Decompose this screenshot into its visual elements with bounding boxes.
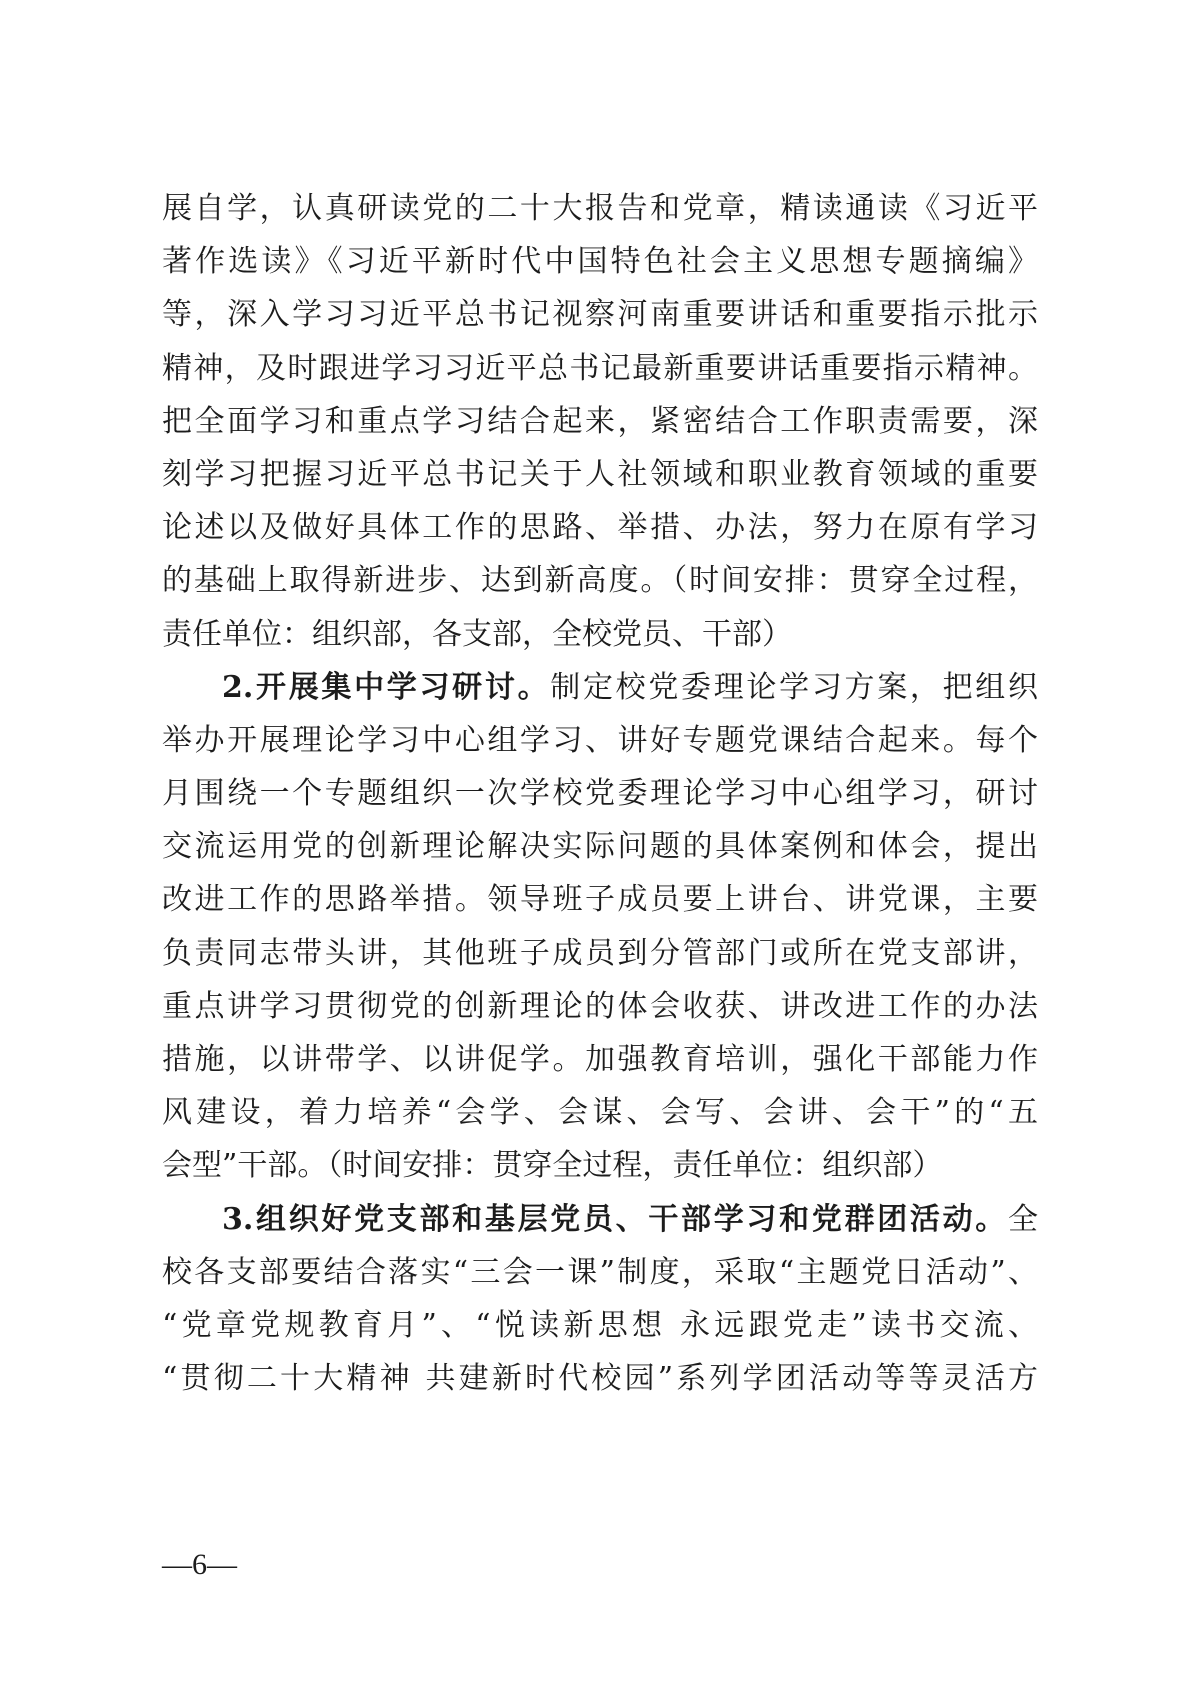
p2-line: 重点讲学习贯彻党的创新理论的体会收获、讲改进工作的办法 (162, 988, 1038, 1024)
p2-line: 风建设，着力培养“会学、会谋、会写、会讲、会干”的“五 (162, 1095, 1038, 1131)
p3-first-line-rest: 全 (1008, 1201, 1038, 1237)
p1-line: 著作选读》《习近平新时代中国特色社会主义思想专题摘编》 (162, 244, 1038, 280)
p1-line: 等，深入学习习近平总书记视察河南重要讲话和重要指示批示 (162, 297, 1038, 333)
p1-line: 精神，及时跟进学习习近平总书记最新重要讲话重要指示精神。 (162, 350, 1038, 386)
page-number: —6— (162, 1548, 237, 1581)
p3-line: 校各支部要结合落实“三会一课”制度，采取“主题党日活动”、 (162, 1254, 1038, 1290)
p2-heading: 2.开展集中学习研讨。 (222, 669, 551, 705)
p3-line: “党章党规教育月”、“悦读新思想 永远跟党走”读书交流、 (162, 1307, 1038, 1343)
p1-line: 把全面学习和重点学习结合起来，紧密结合工作职责需要，深 (162, 403, 1038, 439)
p2-line: 交流运用党的创新理论解决实际问题的具体案例和体会，提出 (162, 829, 1038, 865)
p2-line: 会型”干部。（时间安排：贯穿全过程，责任单位：组织部） (162, 1148, 943, 1184)
p3-line: “贯彻二十大精神 共建新时代校园”系列学团活动等等灵活方 (162, 1361, 1038, 1397)
body-text (162, 182, 1038, 1405)
p3-first-line (162, 1193, 1038, 1246)
p2-line: 负责同志带头讲，其他班子成员到分管部门或所在党支部讲， (162, 935, 1038, 971)
p2-line: 举办开展理论学习中心组学习、讲好专题党课结合起来。每个 (162, 722, 1038, 758)
p1-line: 刻学习把握习近平总书记关于人社领域和职业教育领域的重要 (162, 456, 1038, 492)
p3-heading: 3.组织好党支部和基层党员、干部学习和党群团活动。 (222, 1201, 1008, 1237)
p1-line: 展自学，认真研读党的二十大报告和党章，精读通读《习近平 (162, 191, 1038, 226)
p1-line: 的基础上取得新进步、达到新高度。（时间安排：贯穿全过程， (162, 563, 1038, 599)
p1-line: 责任单位：组织部，各支部，全校党员、干部） (162, 616, 792, 652)
p2-line: 改进工作的思路举措。领导班子成员要上讲台、讲党课，主要 (162, 882, 1038, 918)
p2-first-line (162, 661, 1038, 714)
p2-first-line-rest: 制定校党委理论学习方案，把组织 (550, 669, 1038, 705)
p2-line: 月围绕一个专题组织一次学校党委理论学习中心组学习，研讨 (162, 776, 1038, 812)
p2-line: 措施，以讲带学、以讲促学。加强教育培训，强化干部能力作 (162, 1042, 1038, 1077)
p1-line: 论述以及做好具体工作的思路、举措、办法，努力在原有学习 (162, 510, 1038, 546)
